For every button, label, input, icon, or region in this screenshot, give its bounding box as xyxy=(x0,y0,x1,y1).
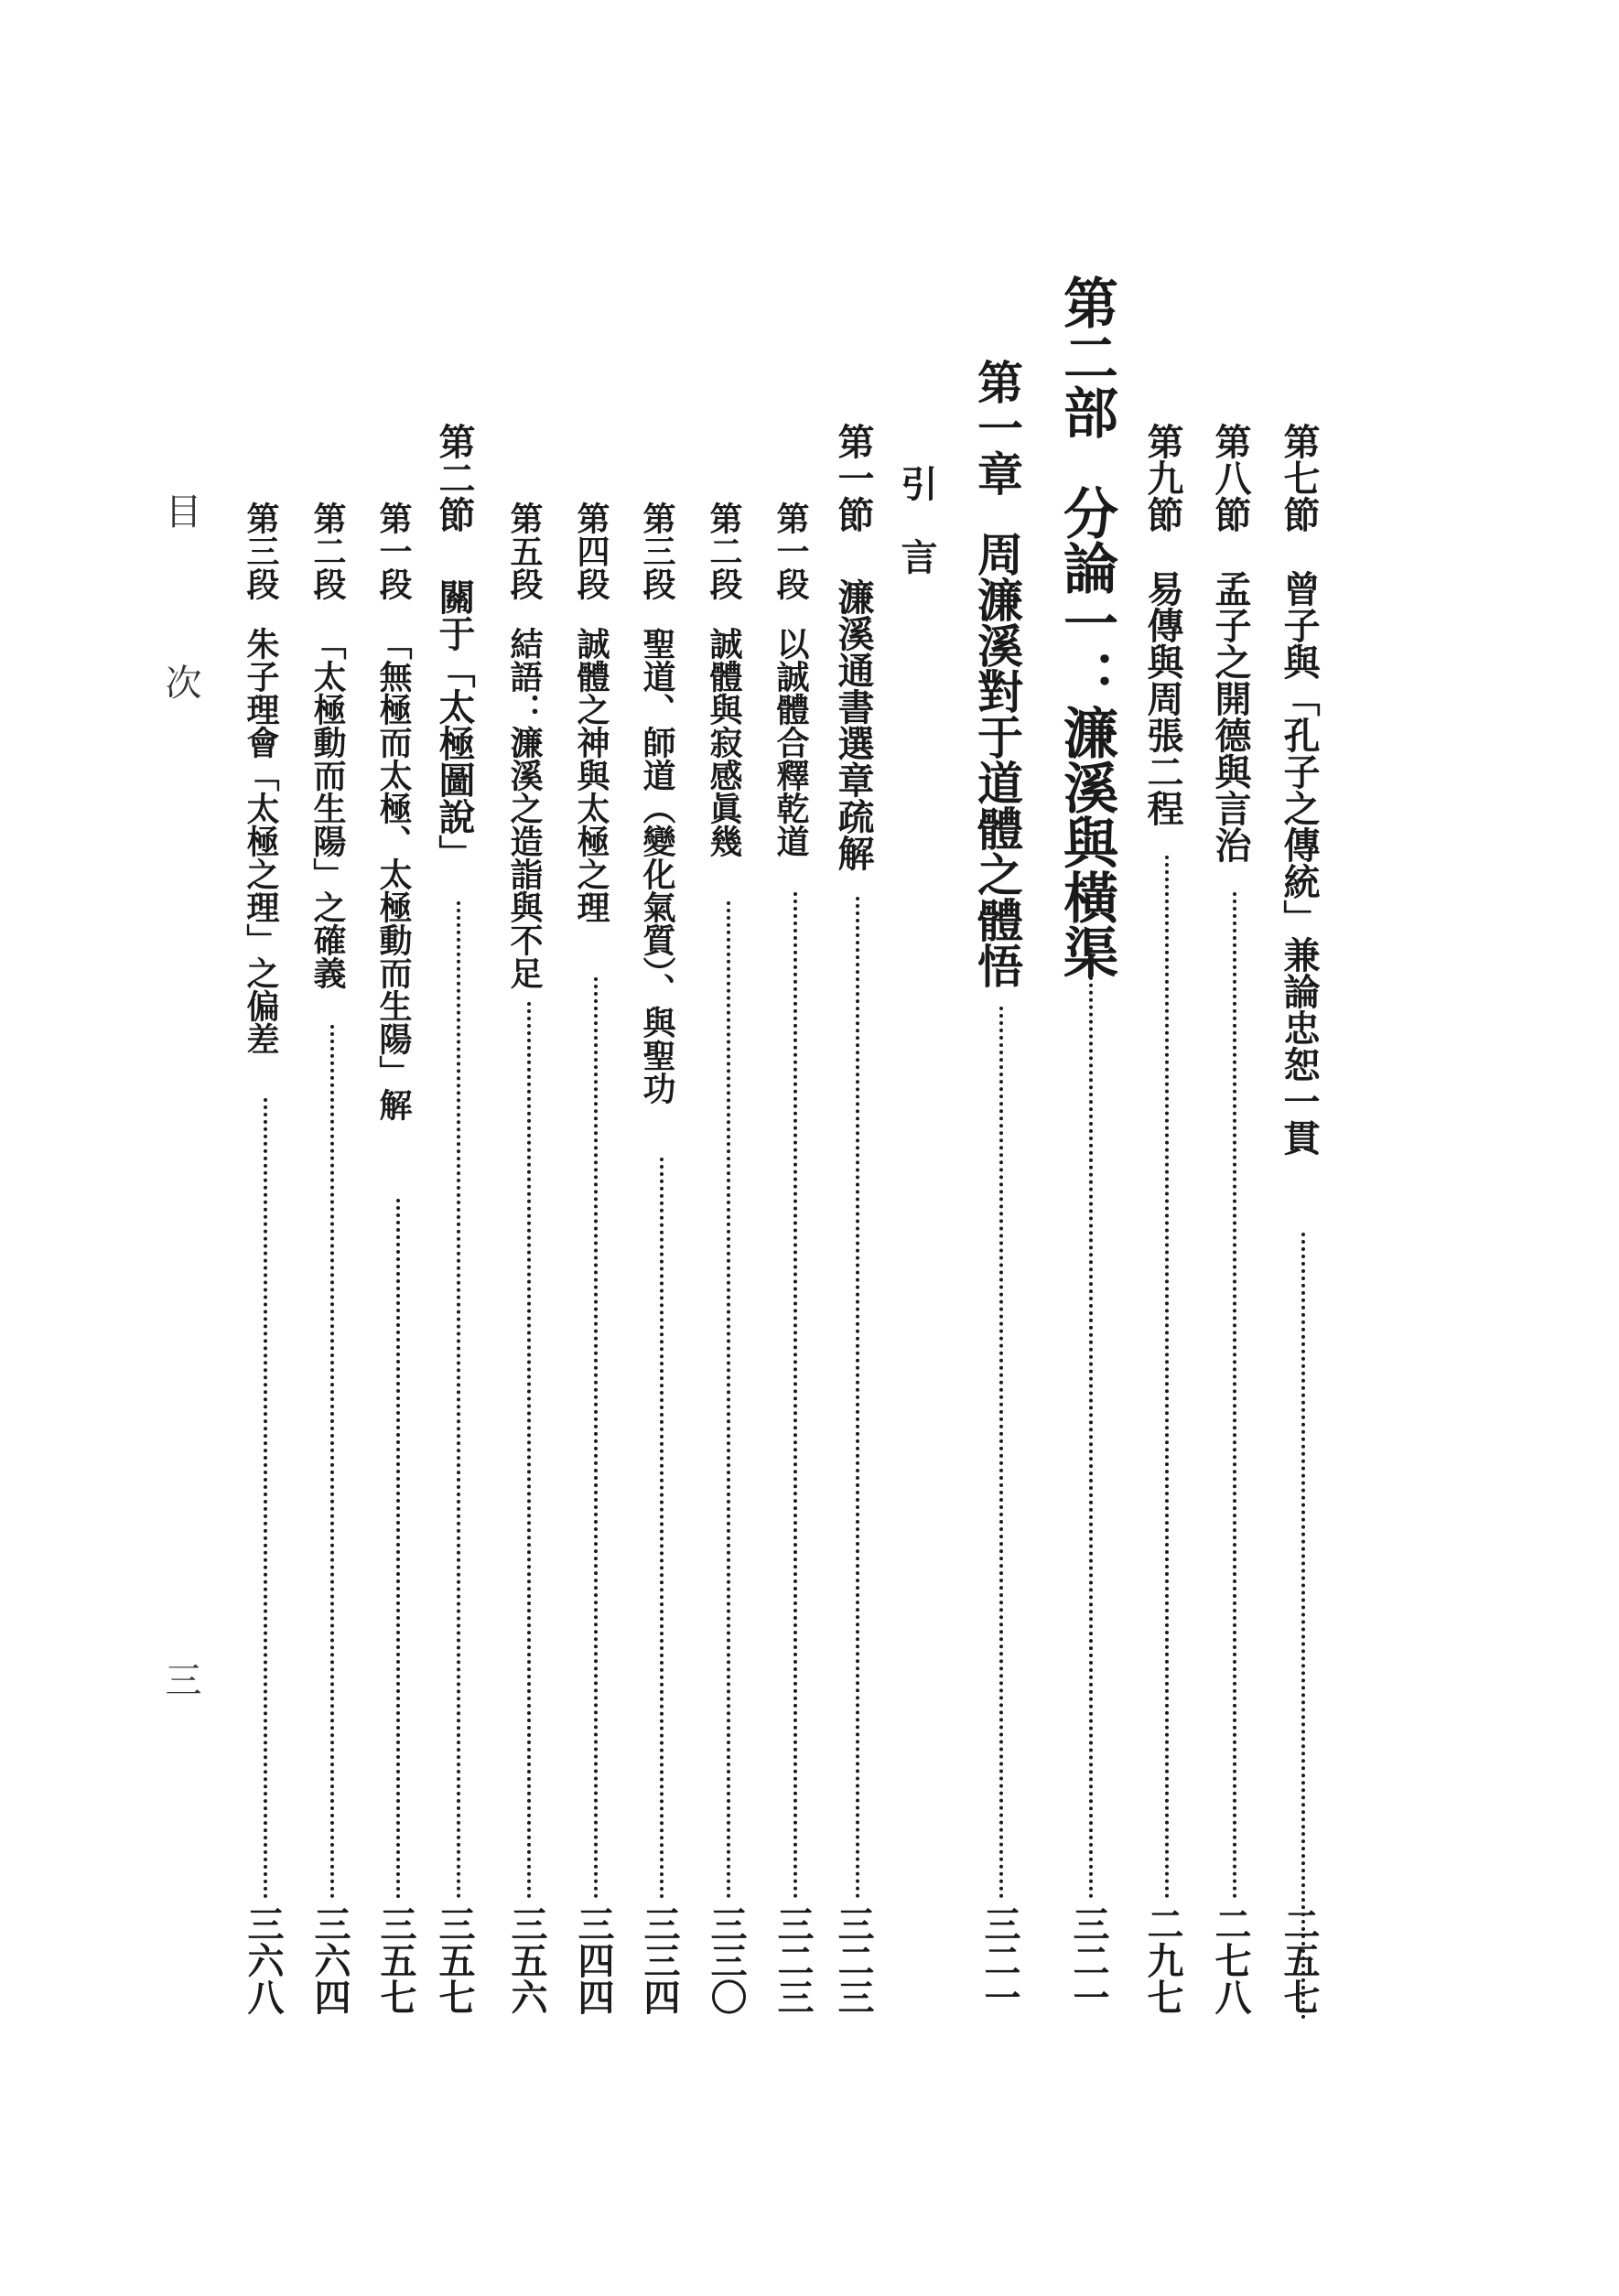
toc-entry-page: 三三〇 xyxy=(705,1905,748,2015)
toc-entry-title: 誠體之神與太極之理 xyxy=(572,627,610,923)
toc-part-label: 第二部 xyxy=(1054,275,1118,439)
toc-entry-page: 二九七 xyxy=(1141,1905,1184,2015)
dot-leader xyxy=(727,901,730,1899)
toc-entry-label: 第八節 xyxy=(1209,423,1252,533)
toc-entry-label: 第一段 xyxy=(772,501,810,600)
dot-leader xyxy=(527,1002,531,1899)
toc-entry-title: 以誠體合釋乾道 xyxy=(772,627,810,857)
toc-entry-page: 三五七 xyxy=(374,1905,417,2015)
toc-entry-label: 第三段 xyxy=(242,501,280,600)
toc-entry-title: 「無極而太極、太極動而生陽」解 xyxy=(374,627,413,1121)
toc-entry-page: 三三四 xyxy=(638,1905,681,2015)
dot-leader xyxy=(457,901,460,1899)
toc-entry-label: 第九節 xyxy=(1141,423,1184,533)
toc-entry-page: 三六八 xyxy=(242,1905,285,2015)
toc-entry-label: 第一節 xyxy=(832,423,875,533)
toc-entry-label: 第二段 xyxy=(705,501,743,600)
toc-entry-title: 聖道、師道（變化氣質）、與聖功 xyxy=(638,627,676,1105)
toc-entry-title: 誠體與寂感眞幾 xyxy=(705,627,743,857)
dot-leader xyxy=(793,892,797,1899)
toc-entry-page: 三二一 xyxy=(1067,1905,1110,2015)
toc-entry-title: 曾子與「孔子之傳統」兼論忠恕一貫 xyxy=(1278,570,1321,1156)
toc-entry-page: 三五六 xyxy=(505,1905,548,2015)
toc-entry-label: 第三段 xyxy=(638,501,676,600)
dot-leader xyxy=(856,897,859,1899)
dot-leader xyxy=(264,1098,267,1899)
dot-leader xyxy=(1233,892,1236,1899)
toc-entry-label: 第一段 xyxy=(374,501,413,600)
toc-entry-page: 三二三 xyxy=(772,1905,815,2015)
toc-entry-page: 三二一 xyxy=(978,1905,1021,2015)
toc-entry-title: 易傳與周張二程 xyxy=(1141,570,1184,826)
toc-entry-title: 關于「太極圖說」 xyxy=(433,578,476,871)
toc-chapter-title: 周濂溪對于道體之體悟 xyxy=(970,531,1024,988)
dot-leader xyxy=(1301,1233,1305,2020)
toc-entry-label: 第四段 xyxy=(572,501,610,600)
page-number: 三 xyxy=(159,1661,201,1698)
dot-leader xyxy=(330,1025,334,1899)
toc-chapter-label: 第一章 xyxy=(970,359,1024,496)
toc-entry-label: 第七節 xyxy=(1278,423,1321,533)
header-title-char-1: 目 xyxy=(159,492,201,529)
toc-entry-title: 「太極動而生陽」之確義 xyxy=(308,627,347,989)
toc-entry-title: 朱子理會「太極之理」之偏差 xyxy=(242,627,280,1055)
toc-entry-label: 第五段 xyxy=(505,501,544,600)
header-title-char-2: 次 xyxy=(159,663,201,700)
toc-entry-label: 引 言 xyxy=(895,465,938,575)
toc-entry-title: 孟子之開德與言治 xyxy=(1209,570,1252,863)
dot-leader xyxy=(396,1199,400,1899)
toc-entry-page: 二七八 xyxy=(1209,1905,1252,2015)
toc-entry-page: 三二三 xyxy=(832,1905,875,2015)
toc-entry-title: 結語：濂溪之造詣與不足 xyxy=(505,627,544,989)
toc-entry-page: 三五七 xyxy=(433,1905,476,2015)
toc-entry-title: 濂溪通書選章疏解 xyxy=(832,578,875,871)
toc-entry-page: 三四四 xyxy=(572,1905,615,2015)
toc-part-title: 分論一：濂溪與橫渠 xyxy=(1054,485,1118,979)
dot-leader xyxy=(999,1007,1003,1899)
toc-entry-label: 第二段 xyxy=(308,501,347,600)
toc-entry-label: 第二節 xyxy=(433,423,476,533)
dot-leader xyxy=(660,1158,664,1899)
toc-entry-page: 二五七 xyxy=(1278,1905,1321,2015)
dot-leader xyxy=(1089,947,1093,1899)
toc-entry-page: 三六四 xyxy=(308,1905,351,2015)
dot-leader xyxy=(1165,856,1169,1899)
dot-leader xyxy=(594,977,598,1899)
